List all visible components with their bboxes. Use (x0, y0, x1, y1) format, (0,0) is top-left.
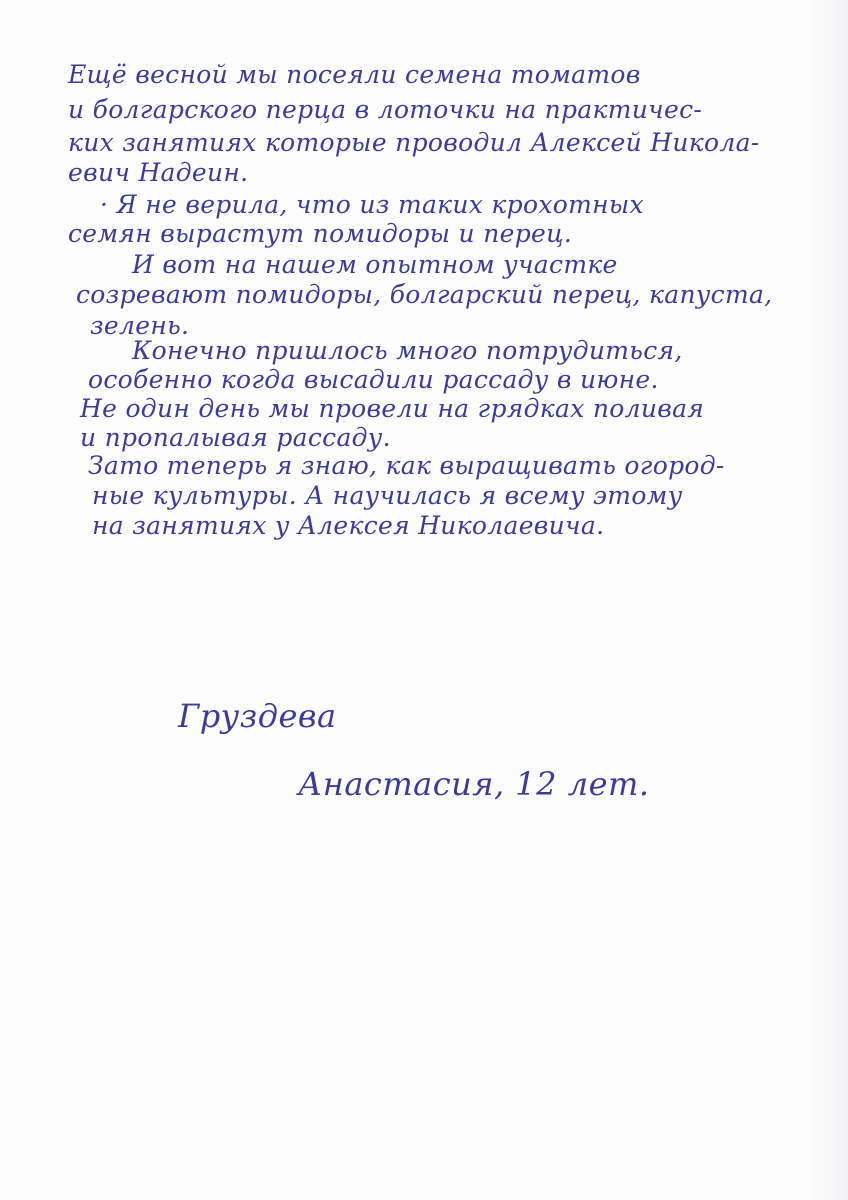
text-line-12: Не один день мы провели на грядках поливая (80, 394, 705, 423)
text-line-11: особенно когда высадили рассаду в июне. (88, 365, 659, 394)
text-line-14: Зато теперь я знаю, как выращивать огород- (88, 451, 725, 480)
text-line-4: евич Надеин. (68, 158, 249, 187)
text-line-9: зелень. (90, 311, 190, 340)
text-line-16: на занятиях у Алексея Николаевича. (92, 511, 605, 540)
text-line-7: И вот на нашем опытном участке (132, 250, 618, 279)
text-line-3: ких занятиях которые проводил Алексей Никола- (68, 128, 760, 157)
text-line-15: ные культуры. А научилась я всему этому (92, 481, 683, 510)
text-line-6: семян вырастут помидоры и перец. (68, 219, 573, 248)
signature-name-age: Анастасия, 12 лет. (298, 765, 650, 803)
text-line-13: и пропалывая рассаду. (80, 423, 391, 452)
text-line-5: · Я не верила, что из таких крохотных (100, 190, 644, 219)
signature-surname: Груздева (178, 697, 337, 735)
text-line-10: Конечно пришлось много потрудиться, (132, 336, 683, 365)
text-line-1: Ещё весной мы посеяли семена томатов (68, 60, 641, 89)
page-edge-shadow (808, 0, 848, 1200)
text-line-8: созревают помидоры, болгарский перец, капуста, (76, 280, 773, 309)
text-line-2: и болгарского перца в лоточки на практичес- (68, 95, 703, 124)
